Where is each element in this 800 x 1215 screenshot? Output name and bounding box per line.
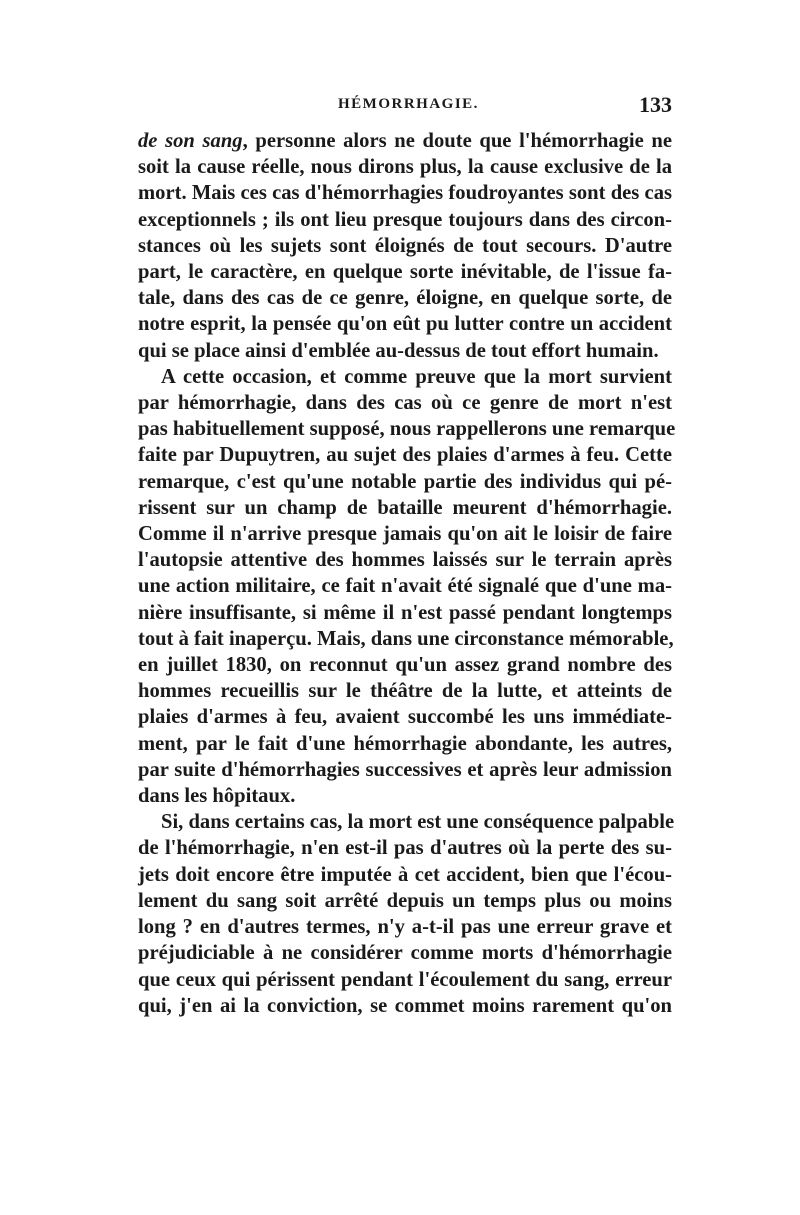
text-line: qui, j'en ai la conviction, se commet moins rarement qu'on	[138, 994, 672, 1017]
text-line: jets doit encore être imputée à cet accident, bien que l'écou-	[138, 863, 672, 886]
text-line: remarque, c'est qu'une notable partie des individus qui pé-	[138, 470, 672, 493]
page-number: 133	[639, 92, 672, 117]
text-line: par hémorrhagie, dans des cas où ce genre de mort n'est	[138, 392, 672, 415]
italic-phrase: de son sang	[138, 130, 243, 152]
text-line: soit la cause réelle, nous dirons plus, la cause exclusive de la	[138, 156, 672, 179]
text-line	[138, 128, 672, 154]
text-line: préjudiciable à ne considérer comme morts d'hémorrhagie	[138, 942, 672, 965]
text-line: stances où les sujets sont éloignés de tout secours. D'autre	[138, 234, 672, 257]
text-line: mort. Mais ces cas d'hémorrhagies foudroyantes sont des cas	[138, 182, 672, 205]
text-line: par suite d'hémorrhagies successives et après leur admission	[138, 758, 672, 781]
text-line: de l'hémorrhagie, n'en est-il pas d'autres où la perte des su-	[138, 837, 672, 860]
text-line: long ? en d'autres termes, n'y a-t-il pas une erreur grave et	[138, 916, 672, 939]
text-line: A cette occasion, et comme preuve que la mort survient	[161, 365, 672, 388]
text-line: notre esprit, la pensée qu'on eût pu lutter contre un accident	[138, 313, 672, 336]
text-line: que ceux qui périssent pendant l'écoulement du sang, erreur	[138, 968, 672, 991]
text-line: l'autopsie attentive des hommes laissés sur le terrain après	[138, 549, 672, 572]
text-line: faite par Dupuytren, au sujet des plaies d'armes à feu. Cette	[138, 444, 672, 467]
text-line: dans les hôpitaux.	[138, 785, 296, 808]
running-title: HÉMORRHAGIE.	[338, 96, 479, 112]
text-line-rest: , personne alors ne doute que l'hémorrhagie ne	[242, 130, 672, 152]
body-text	[138, 128, 676, 1019]
text-line: ment, par le fait d'une hémorrhagie abondante, les autres,	[138, 732, 672, 755]
text-line: lement du sang soit arrêté depuis un temps plus ou moins	[138, 889, 672, 912]
text-line: rissent sur un champ de bataille meurent d'hémorrhagie.	[138, 496, 672, 519]
text-line: part, le caractère, en quelque sorte inévitable, de l'issue fa-	[138, 261, 672, 284]
book-page	[138, 92, 676, 1019]
text-line: tout à fait inaperçu. Mais, dans une circonstance mémorable,	[138, 627, 674, 650]
text-line: Si, dans certains cas, la mort est une conséquence palpable	[161, 811, 675, 834]
text-line: une action militaire, ce fait n'avait été signalé que d'une ma-	[138, 575, 672, 598]
text-line: hommes recueillis sur le théâtre de la lutte, et atteints de	[138, 680, 672, 703]
text-line: tale, dans des cas de ce genre, éloigne, en quelque sorte, de	[138, 287, 672, 310]
text-line: plaies d'armes à feu, avaient succombé les uns immédiate-	[138, 706, 672, 729]
text-line: en juillet 1830, on reconnut qu'un assez grand nombre des	[138, 654, 672, 677]
text-line: nière insuffisante, si même il n'est passé pendant longtemps	[138, 601, 672, 624]
text-line: pas habituellement supposé, nous rappellerons une remarque	[138, 418, 676, 441]
running-head	[138, 94, 672, 128]
paragraph-3	[138, 809, 675, 1019]
text-line: qui se place ainsi d'emblée au-dessus de tout effort humain.	[138, 339, 659, 362]
text-line: exceptionnels ; ils ont lieu presque toujours dans des circon-	[138, 208, 672, 231]
paragraph-2	[138, 364, 676, 809]
paragraph-1	[138, 128, 672, 364]
text-line: Comme il n'arrive presque jamais qu'on ait le loisir de faire	[138, 523, 672, 546]
